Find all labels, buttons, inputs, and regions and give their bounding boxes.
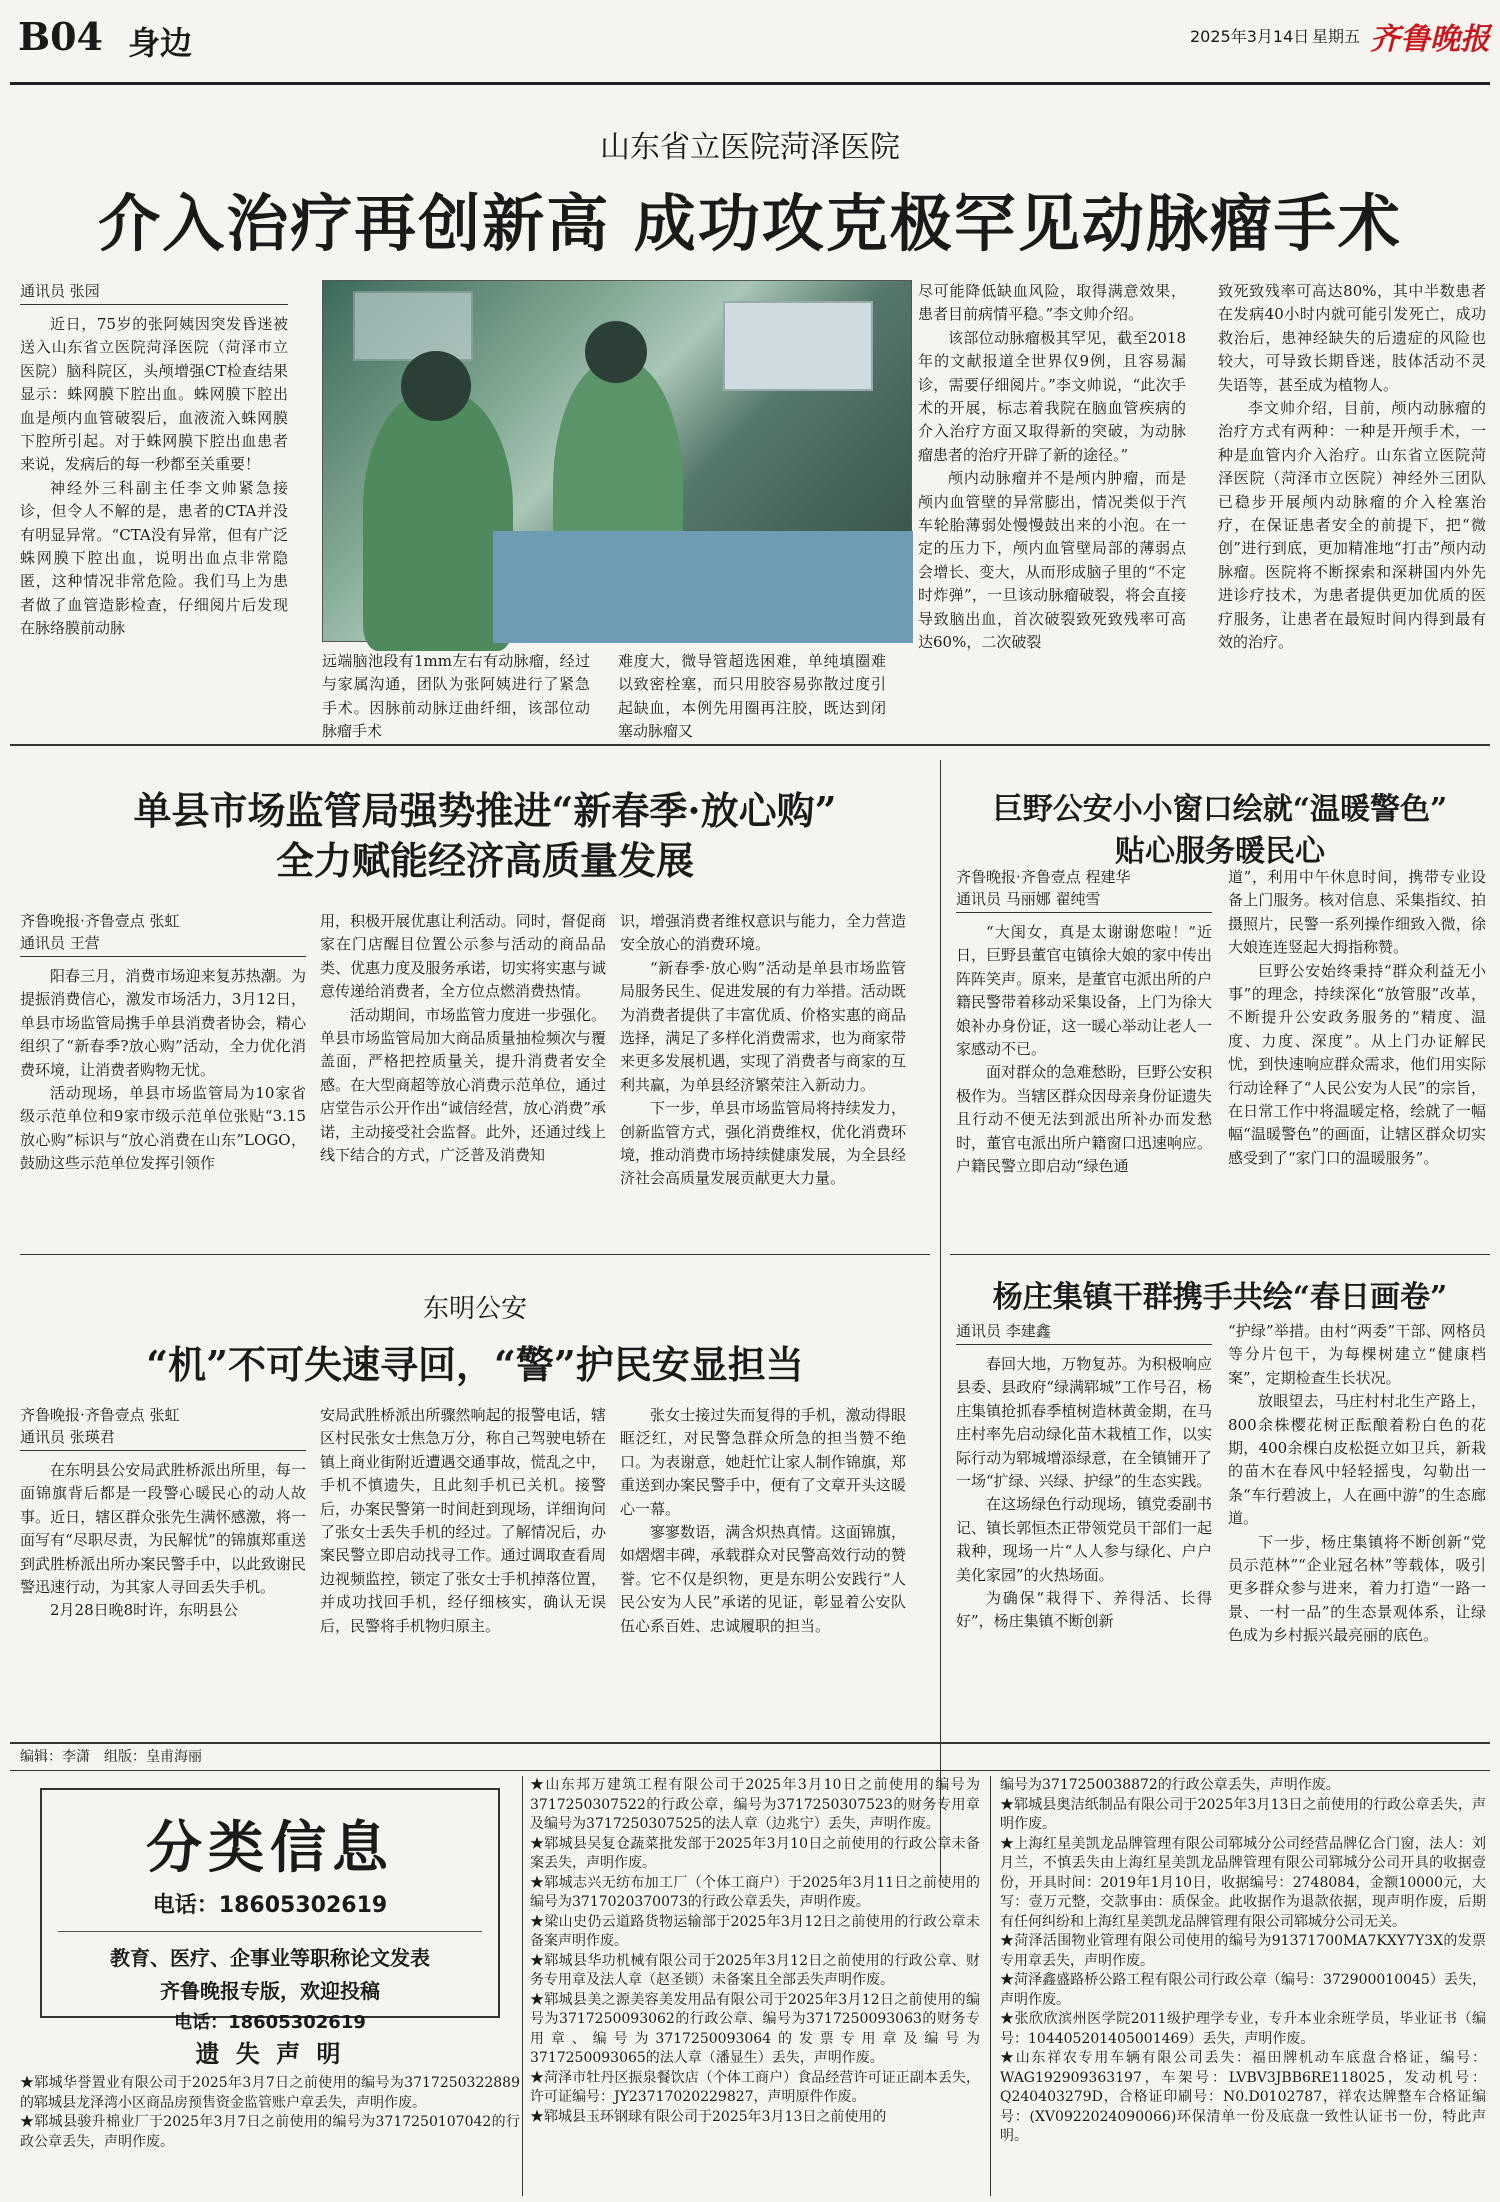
lost-notice-item: ★张欣欣滨州医学院2011级护理学专业，专升本业余班学员，毕业证书（编号：104405201405001469）丢失，声明作废。 [1000,2011,1486,2047]
photo-surgeon-left [363,391,513,651]
photo-surgeon-right-head [585,321,647,383]
lost-notice-item: ★上海红星美凯龙品牌管理有限公司郓城分公司经营品牌亿合门窗，法人：刘月兰，不慎丢失由上海红星美凯龙品牌管理有限公司郓城分公司开具的收据壹份，开具时间：2019年1月10日，收据编号：2748084，金额10000元，大写：壹万元整，交款事由：质保金。此收据作为退款依据，现声明作废，后期有任何纠纷和上海红星美凯龙品牌管理有限公司郓城分公司无关。 [1000,1835,1486,1930]
story5-paragraph: 放眼望去，马庄村村北生产路上，800余株樱花树正酝酿着粉白色的花期，400余棵白皮松挺立如卫兵，新栽的苗木在春风中轻轻摇曳，勾勒出一条“车行碧波上，人在画中游”的生态廊道。 [1228,1392,1486,1528]
story5-paragraph: 春回大地，万物复苏。为积极响应县委、县政府“绿满郓城”工作号召，杨庄集镇抢抓春季植树造林黄金期，在马庄村率先启动绿化苗木栽植工作，以实际行动为郓城增添绿意，在全镇铺开了一场“扩绿、兴绿、护绿”的生态实践。 [956,1355,1212,1491]
story1-paragraph: 致死致残率可高达80%，其中半数患者在发病40小时内就可能引发死亡，成功救治后，患神经缺失的后遗症的风险也较大，可导致长期昏迷，肢体活动不灵失语等，甚至成为植物人。 [1218,282,1486,394]
issue-date: 2025年3月14日 [1190,27,1310,46]
classified-phone: 电话：18605302619 [152,1893,388,1918]
page-header [0,0,1500,96]
classified-box [40,1788,500,2033]
story3-paragraph: “大闺女，真是太谢谢您啦！”近日，巨野县董官屯镇徐大娘的家中传出阵阵笑声。原来，是董官屯派出所的户籍民警带着移动采集设备，上门为徐大娘补办身份证，这一暖心举动让老人一家感动不已。 [956,923,1212,1059]
issue-weekday: 星期五 [1312,27,1361,46]
story2-paragraph: “新春季·放心购”活动是单县市场监管局服务民生、促进发展的有力举措。活动既为消费者提供了丰富优质、价格实惠的商品选择，满足了多样化消费需求，也为商家带来更多发展机遇，实现了消费者与商家的互利共赢，为单县经济繁荣注入新动力。 [620,958,906,1094]
story2-paragraph: 识，增强消费者维权意识与能力，全力营造安全放心的消费环境。 [620,912,906,954]
story4-paragraph: 寥寥数语，满含炽热真情。这面锦旗，如熠熠丰碑，承载群众对民警高效行动的赞誉。它不仅是织物，更是东明公安践行“人民公安为人民”承诺的见证，彰显着公安队伍心系百姓、忠诚履职的担当。 [620,1523,906,1635]
lost-notice-item: ★郓城县玉环钢球有限公司于2025年3月13日之前使用的 [530,2108,887,2125]
story2-paragraph: 用，积极开展优惠让利活动。同时，督促商家在门店醒目位置公示参与活动的商品品类、优惠力度及服务承诺，切实将实惠与诚意传递给消费者，全方位点燃消费热情。 [320,912,606,1001]
story1-paragraph: 难度大，微导管超选困难，单纯填圈难以致密栓塞，而只用胶容易弥散过度引起缺血，本例先用圈再注胶，既达到闭塞动脉瘤又 [618,652,886,741]
story1-paragraph: 李文帅介绍，目前，颅内动脉瘤的治疗方式有两种：一种是开颅手术，一种是血管内介入治疗。山东省立医院菏泽医院（菏泽市立医院）神经外三团队已稳步开展颅内动脉瘤的介入栓塞治疗，在保证患者安全的前提下，把“微创”进行到底，更加精准地“打击”颅内动脉瘤。医院将不断探索和深耕国内外先进诊疗技术，为患者提供更加优质的医疗服务，让患者在最短时间内得到最有效的治疗。 [1218,399,1486,652]
story5-paragraph: 在这场绿色行动现场，镇党委副书记、镇长郭恒杰正带领党员干部们一起栽种，现场一片“人人参与绿化、户户美化家园”的火热场面。 [956,1495,1212,1584]
column-divider [522,1776,523,2196]
story4-paragraph: 张女士接过失而复得的手机，激动得眼眶泛红，对民警急群众所急的担当赞不绝口。为表谢意，她赶忙让家人制作锦旗，郑重送到办案民警手中，便有了文章开头这暖心一幕。 [620,1406,906,1518]
story2-column-1 [20,910,306,1250]
story5-column-1 [956,1320,1212,1736]
story1-column-5 [1218,280,1486,726]
page-number: B04 [18,14,103,59]
story1-byline: 通讯员 张园 [20,280,288,305]
story4-byline-1: 齐鲁晚报·齐鲁壹点 张虹 [20,1406,180,1424]
story2-column-2 [320,910,606,1250]
story4-paragraph: 在东明县公安局武胜桥派出所里，每一面锦旗背后都是一段警心暖民心的动人故事。近日，辖区群众张先生满怀感激，将一面写有“尽职尽责，为民解忧”的锦旗郑重送到武胜桥派出所办案民警手中，以此致谢民警迅速行动，为其家人寻回丢失手机。 [20,1461,306,1597]
story1-paragraph: 远端脑池段有1mm左右有动脉瘤，经过与家属沟通，团队为张阿姨进行了紧急手术。因脉前动脉迂曲纤细，该部位动脉瘤手术 [322,652,590,741]
story3-paragraph: 巨野公安始终秉持“群众利益无小事”的理念，持续深化“放管服”改革，不断提升公安政务服务的“精度、温度、力度、深度”。从上门办证解民忧，到快速响应群众需求，他们用实际行动诠释了“人民公安为人民”的宗旨，在日常工作中将温暖定格，绘就了一幅幅“温暖警色”的画面，让辖区群众切实感受到了“家门口的温暖服务”。 [1228,961,1486,1167]
lost-notice-item: ★郓城华誉置业有限公司于2025年3月7日之前使用的编号为3717250322889的郓城县龙泽湾小区商品房预售资金监管账户章丢失，声明作废。 [20,2075,520,2111]
story2-paragraph: 活动现场，单县市场监管局为10家省级示范单位和9家市级示范单位张贴“3.15放心购”标识与“放心消费在山东”LOGO，鼓励这些示范单位发挥引领作 [20,1084,306,1173]
lost-notice-item: 编号为3717250038872的行政公章丢失，声明作废。 [1000,1777,1340,1793]
story2-paragraph: 下一步，单县市场监管局将持续发力，创新监管方式，强化消费维权，优化消费环境，推动消费市场持续健康发展，为全县经济社会高质量发展贡献更大力量。 [620,1099,906,1188]
surgery-photo [322,280,912,642]
column-divider [940,760,941,1880]
story3-paragraph: 道”，利用中午休息时间，携带专业设备上门服务。核对信息、采集指纹、拍摄照片，民警一系列操作细致入微，徐大娘连连竖起大拇指称赞。 [1228,868,1486,957]
newspaper-logo: 齐鲁晚报 [1370,22,1490,57]
lost-notice-item: ★郓城县骏升棉业厂于2025年3月7日之前使用的编号为3717250107042的行政公章丢失，声明作废。 [20,2114,520,2150]
story2-headline-2: 全力赋能经济高质量发展 [275,838,694,883]
story1-paragraph: 神经外三科副主任李文帅紧急接诊，但令人不解的是，患者的CTA并没有明显异常。“CTA没有异常，但有广泛蛛网膜下腔出血，说明出血点非常隐匿，这种情况非常危险。我们马上为患者做了血管造影检查，仔细阅片后发现在脉络膜前动脉 [20,478,288,638]
lost-notice-item: ★郓城志兴无纺布加工厂（个体工商户）于2025年3月11日之前使用的编号为3717020370073的行政公章丢失，声明作废。 [530,1874,980,1910]
story1-paragraph: 该部位动脉瘤极其罕见，截至2018年的文献报道全世界仅9例，且容易漏诊，需要仔细阅片。”李文帅说，“此次手术的开展，标志着我院在脑血管疾病的介入治疗方面又取得新的突破，为动脉瘤患者的治疗开辟了新的途径。” [918,328,1186,464]
story1-column-4 [918,280,1186,726]
photo-drape [493,531,913,643]
classified-promo-1: 教育、医疗、企事业等职称论文发表 [110,1946,430,1970]
footer-rule [10,1770,1490,1771]
story4-paragraph: 安局武胜桥派出所骤然响起的报警电话，辖区村民张女士焦急万分，称自己驾驶电轿在镇上商业街附近遭遇交通事故，慌乱之中，手机不慎遗失，且此刻手机已关机。接警后，办案民警第一时间赶到现场，详细询问了张女士丢失手机的经过。了解情况后，办案民警立即启动找寻工作。通过调取查看周边视频监控，锁定了张女士手机掉落位置，并成功找回手机，经仔细核实，确认无误后，民警将手机物归原主。 [320,1406,606,1635]
story1-column-1 [20,280,288,720]
section-name: 身边 [128,24,193,62]
story5-column-2 [1228,1320,1486,1736]
story1-column-2 [322,650,590,741]
story4-headline: “机”不可失速寻回，“警”护民安显担当 [146,1342,804,1387]
story5-paragraph: 为确保“栽得下、养得活、长得好”，杨庄集镇不断创新 [956,1589,1212,1631]
story4-column-2 [320,1404,606,1734]
lost-notices-left [20,2074,520,2152]
story2-headline-1: 单县市场监管局强势推进“新春季·放心购” [133,788,837,833]
section-divider [20,1254,930,1255]
story1-paragraph: 近日，75岁的张阿姨因突发昏迷被送入山东省立医院菏泽医院（菏泽市立医院）脑科院区，头颅增强CT检查结果显示：蛛网膜下腔出血。蛛网膜下腔出血是颅内血管破裂后，血液流入蛛网膜下腔所引起。对于蛛网膜下腔出血患者来说，发病后的每一秒都至关重要！ [20,315,288,474]
lost-notice-title: 遗 失 声 明 [195,2039,345,2068]
footer-rule [10,1742,1490,1744]
story5-byline: 通讯员 李建鑫 [956,1320,1212,1345]
photo-monitor [723,301,873,391]
story2-column-3 [620,910,906,1250]
story1-paragraph: 颅内动脉瘤并不是颅内肿瘤，而是颅内血管壁的异常膨出，情况类似于汽车轮胎薄弱处慢慢鼓出来的小泡。在一定的压力下，颅内血管壁局部的薄弱点会增长、变大，从而形成脑子里的“不定时炸弹”，一旦该动脉瘤破裂，将会直接导致脑出血，首次破裂致死致残率可高达60%，二次破裂 [918,469,1186,652]
story2-paragraph: 阳春三月，消费市场迎来复苏热潮。为提振消费信心，激发市场活力，3月12日，单县市场监管局携手单县消费者协会，精心组织了“新春季?放心购”活动，全力优化消费环境，让消费者购物无忧。 [20,967,306,1079]
lost-notice-item: ★山东邦万建筑工程有限公司于2025年3月10日之前使用的编号为3717250307522的行政公章，编号为3717250307523的财务专用章及编号为3717250307525的法人章（边兆宁）丢失，声明作废。 [530,1777,980,1832]
header-rule [10,82,1490,85]
section-divider [950,1254,1490,1255]
story1-headline: 介入治疗再创新高 成功攻克极罕见动脉瘤手术 [98,187,1402,260]
lost-notice-item: ★梁山史仍云道路货物运输部于2025年3月12日之前使用的行政公章未备案声明作废。 [530,1913,980,1949]
lost-notice-item: ★郓城县奥洁纸制品有限公司于2025年3月13日之前使用的行政公章丢失，声明作废。 [1000,1796,1486,1832]
story2-byline-1: 齐鲁晚报·齐鲁壹点 张虹 [20,912,180,930]
classified-promo-phone: 电话：18605302619 [174,2012,366,2033]
story3-byline-1: 齐鲁晚报·齐鲁壹点 程建华 [956,868,1131,886]
story4-column-1 [20,1404,306,1734]
story5-paragraph: 下一步，杨庄集镇将不断创新“党员示范林”“企业冠名林”等载体，吸引更多群众参与进来，着力打造“一路一景、一村一品”的生态景观体系，让绿色成为乡村振兴最亮丽的底色。 [1228,1532,1486,1645]
story4-paragraph: 2月28日晚8时许，东明县公 [50,1601,239,1620]
classified-middle [530,1776,980,2196]
classified-promo-2: 齐鲁晚报专版，欢迎投稿 [160,1979,380,2003]
story5-paragraph: “护绿”举措。由村“两委”干部、网格员等分片包干，为每棵树建立“健康档案”，定期检查生长状况。 [1228,1322,1486,1387]
lost-notice-item: ★郓城县美之源美容美发用品有限公司于2025年3月12日之前使用的编号为3717250093062的行政公章、编号为3717250093063的财务专用章、编号为3717250093064的发票专用章及编号为3717250093065的法人章（潘显生）丢失，声明作废。 [530,1991,980,2066]
story3-byline-2: 通讯员 马丽娜 翟纯雪 [956,888,1212,913]
story3-column-1 [956,866,1212,1250]
story3-paragraph: 面对群众的急难愁盼，巨野公安积极作为。当辖区群众因母亲身份证遗失且行动不便无法到派出所补办而发愁时，董官屯派出所户籍窗口迅速响应。户籍民警立即启动“绿色通 [956,1063,1212,1176]
story1-paragraph: 尽可能降低缺血风险，取得满意效果，患者目前病情平稳。”李文帅介绍。 [918,282,1186,324]
story2-paragraph: 活动期间，市场监管力度进一步强化。单县市场监管局加大商品质量抽检频次与覆盖面，严格把控质量关，提升消费者安全感。在大型商超等放心消费示范单位，通过店堂告示公开作出“诚信经营，放心消费”承诺，主动接受社会监督。此外，还通过线上线下结合的方式，广泛普及消费知 [320,1005,606,1165]
story2-byline-2: 通讯员 王营 [20,932,306,957]
photo-surgeon-left-head [401,351,471,421]
story4-subtitle: 东明公安 [422,1294,527,1324]
editors-credit: 编辑：李潇 组版：皇甫海丽 [20,1749,202,1765]
column-divider [990,1776,991,2196]
classified-title: 分类信息 [146,1815,394,1881]
story3-column-2 [1228,866,1486,1250]
section-divider [10,744,1490,746]
lost-notice-item: ★菏泽市牡丹区振泉餐饮店（个体工商户）食品经营许可证正副本丢失，许可证编号：JY23717020229827，声明原件作废。 [530,2069,980,2105]
lost-notice-item: ★郓城县华功机械有限公司于2025年3月12日之前使用的行政公章、财务专用章及法人章（赵圣锁）未备案且全部丢失声明作废。 [530,1952,980,1988]
photo-light [353,291,473,361]
story4-column-3 [620,1404,906,1734]
story5-headline: 杨庄集镇干群携手共绘“春日画卷” [992,1280,1448,1315]
lost-notice-item: ★菏泽活围物业管理有限公司使用的编号为91371700MA7KXY7Y3X的发票专用章丢失，声明作废。 [1000,1933,1486,1969]
story4-byline-2: 通讯员 张瑛君 [20,1426,306,1451]
story1-column-3 [618,650,886,741]
lost-notice-item: ★菏泽鑫盛路桥公路工程有限公司行政公章（编号：372900010045）丢失，声明作废。 [1000,1972,1486,2008]
classified-right [1000,1776,1486,2196]
story1-subtitle: 山东省立医院菏泽医院 [600,130,900,165]
story3-headline-1: 巨野公安小小窗口绘就“温暖警色” [992,792,1448,827]
classified-left [20,1778,520,2198]
lost-notice-item: ★郓城县吴复仓蔬菜批发部于2025年3月10日之前使用的行政公章未备案丢失，声明作废。 [530,1835,980,1871]
lost-notice-item: ★山东祥农专用车辆有限公司丢失：福田牌机动车底盘合格证，编号：WAG192909363197，车架号：LVBV3JBB6RE118025，发动机号：Q240403279D，合格证印刷号：N0.D0102787，祥农达牌整车合格证编号：(XV0922024090066)环保清单一份及底盘一致性认证书一份，特此声明。 [1000,2050,1486,2144]
story3-headline-2: 贴心服务暖民心 [1115,834,1325,869]
